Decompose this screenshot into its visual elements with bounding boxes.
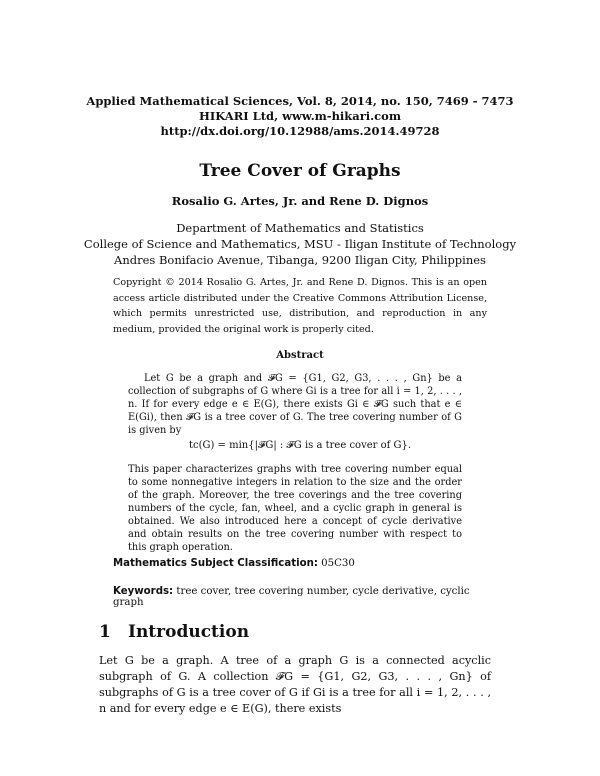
affiliation-college: College of Science and Mathematics, MSU - Iligan Institute of Technology	[83, 237, 517, 251]
abstract-paragraph-2: This paper characterizes graphs with tree covering number equal to some nonnegative integers in relation to the size and the order of the graph. Moreover, the tree coverings and the tree covering numbers of the cycle, fan, wheel, and a cyclic graph in general is obtained. We also introduced here a concept of cycle derivative and obtain results on the tree covering number with respect to this graph operation.	[128, 464, 462, 553]
paper-authors: Rosalio G. Artes, Jr. and Rene D. Dignos	[171, 194, 429, 208]
keywords-label: Keywords:	[113, 586, 174, 597]
copyright-notice: Copyright © 2014 Rosalio G. Artes, Jr. and Rene D. Dignos. This is an open access article distributed under the Creative Commons Attribution License, which permits unrestricted use, distribution, and reproduction in any medium, provided the original work is properly cited.	[113, 277, 487, 335]
affiliation-department: Department of Mathematics and Statistics	[176, 221, 424, 235]
intro-paragraph: Let G be a graph. A tree of a graph G is a connected acyclic subgraph of G. A collection 𝓕G = {G1, G2, G3, . . . , Gn} of subgraphs of G is a tree cover of G if Gi is a tree for all i = 1, 2, . . . , n and for every edge e ∈ E(G), there exists	[99, 654, 491, 715]
section-number: 1	[99, 622, 111, 642]
msc-label: Mathematics Subject Classification:	[113, 558, 318, 569]
affiliation-address: Andres Bonifacio Avenue, Tibanga, 9200 Iligan City, Philippines	[114, 253, 486, 267]
abstract-paragraph-1: Let G be a graph and 𝓕G = {G1, G2, G3, . . . , Gn} be a collection of subgraphs of G where Gi is a tree for all i = 1, 2, . . . , n. If for every edge e ∈ E(G), there exists Gi ∈ 𝓕G such that e ∈ E(Gi), then 𝓕G is a tree cover of G. The tree covering number of G is given by	[128, 373, 462, 436]
journal-citation: Applied Mathematical Sciences, Vol. 8, 2014, no. 150, 7469 - 7473	[86, 94, 514, 108]
section-title: Introduction	[128, 622, 250, 642]
keywords	[113, 586, 503, 608]
doi-link[interactable]: http://dx.doi.org/10.12988/ams.2014.49728	[160, 124, 440, 138]
abstract-heading: Abstract	[276, 350, 324, 361]
abstract-formula: tc(G) = min{|𝓕G| : 𝓕G is a tree cover of G}.	[188, 440, 412, 451]
paper-title: Tree Cover of Graphs	[199, 161, 401, 181]
section-heading	[99, 622, 249, 642]
msc-value: 05C30	[317, 558, 355, 569]
journal-publisher: HIKARI Ltd, www.m-hikari.com	[199, 109, 401, 123]
keywords-value: tree cover, tree covering number, cycle derivative, cyclic graph	[113, 586, 470, 608]
msc-classification	[113, 558, 503, 569]
